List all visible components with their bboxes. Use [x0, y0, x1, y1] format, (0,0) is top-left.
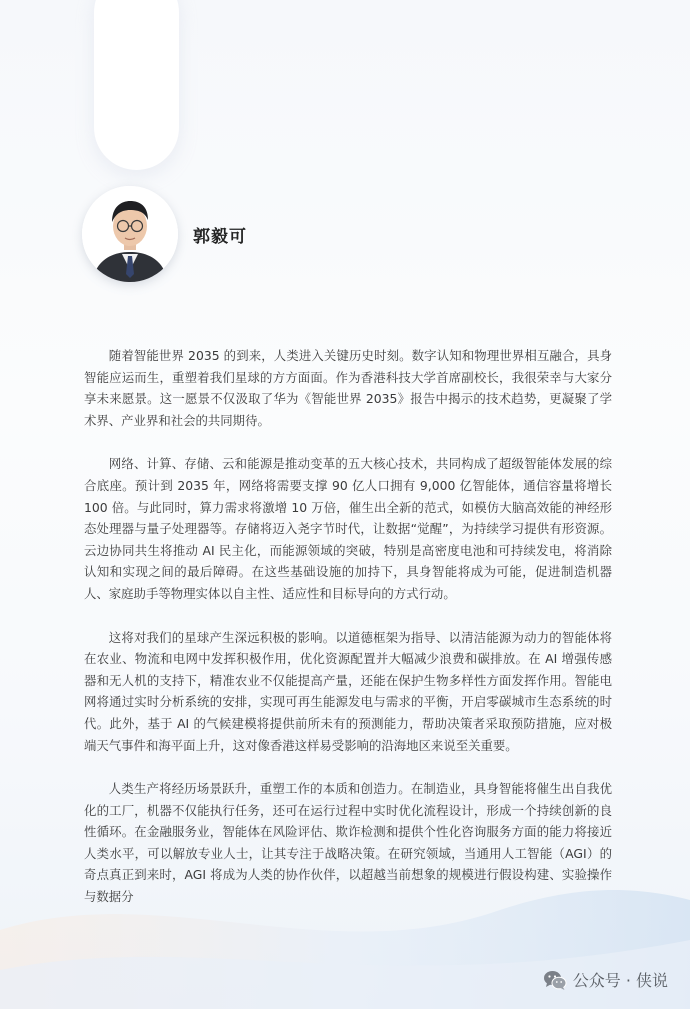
decorative-pill-shape	[94, 0, 179, 170]
watermark-text: 公众号 · 侠说	[572, 971, 668, 990]
watermark	[543, 968, 668, 991]
author-name: 郭毅可	[193, 227, 247, 247]
wechat-icon	[543, 969, 567, 991]
article-paragraph: 网络、计算、存储、云和能源是推动变革的五大核心技术，共同构成了超级智能体发展的综合底座。预计到 2035 年，网络将需要支撑 90 亿人口拥有 9,000 亿智能体，通信容量将增长 100 倍。与此同时，算力需求将激增 10 万倍，催生出全新的范式，如模仿大脑高效能的神经形态处理器与量子处理器等。存储将迈入尧字节时代，让数据“觉醒”，为持续学习提供有形资源。云边协同共生将推动 AI 民主化，而能源领域的突破，特别是高密度电池和可持续发电，将消除认知和实现之间的最后障碍。在这些基础设施的加持下，具身智能将成为可能，促进制造机器人、家庭助手等物理实体以自主性、适应性和目标导向的方式行动。	[84, 456, 612, 601]
article-paragraph: 这将对我们的星球产生深远积极的影响。以道德框架为指导、以清洁能源为动力的智能体将在农业、物流和电网中发挥积极作用，优化资源配置并大幅减少浪费和碳排放。在 AI 增强传感器和无人机的支持下，精准农业不仅能提高产量，还能在保护生物多样性方面发挥作用。智能电网将通过实时分析系统的安排，实现可再生能源发电与需求的平衡，开启零碳城市生态系统的时代。此外，基于 AI 的气候建模将提供前所未有的预测能力，帮助决策者采取预防措施，应对极端天气事件和海平面上升，这对像香港这样易受影响的沿海地区来说至关重要。	[84, 629, 612, 753]
author-avatar	[82, 186, 178, 282]
article-paragraph: 随着智能世界 2035 的到来，人类进入关键历史时刻。数字认知和物理世界相互融合，具身智能应运而生，重塑着我们星球的方方面面。作为香港科技大学首席副校长，我很荣幸与大家分享未来愿景。这一愿景不仅汲取了华为《智能世界 2035》报告中揭示的技术趋势，更凝聚了学术界、产业界和社会的共同期待。	[84, 348, 612, 428]
portrait-image	[82, 186, 178, 282]
article-body	[84, 345, 612, 930]
article-paragraph: 人类生产将经历场景跃升，重塑工作的本质和创造力。在制造业，具身智能将催生出自我优化的工厂，机器不仅能执行任务，还可在运行过程中实时优化流程设计，形成一个持续创新的良性循环。在金融服务业，智能体在风险评估、欺诈检测和提供个性化咨询服务方面的能力将接近人类水平，可以解放专业人士，让其专注于战略决策。在研究领域，当通用人工智能（AGI）的奇点真正到来时，AGI 将成为人类的协作伙伴，以超越当前想象的规模进行假设构建、实验操作与数据分	[84, 781, 612, 905]
